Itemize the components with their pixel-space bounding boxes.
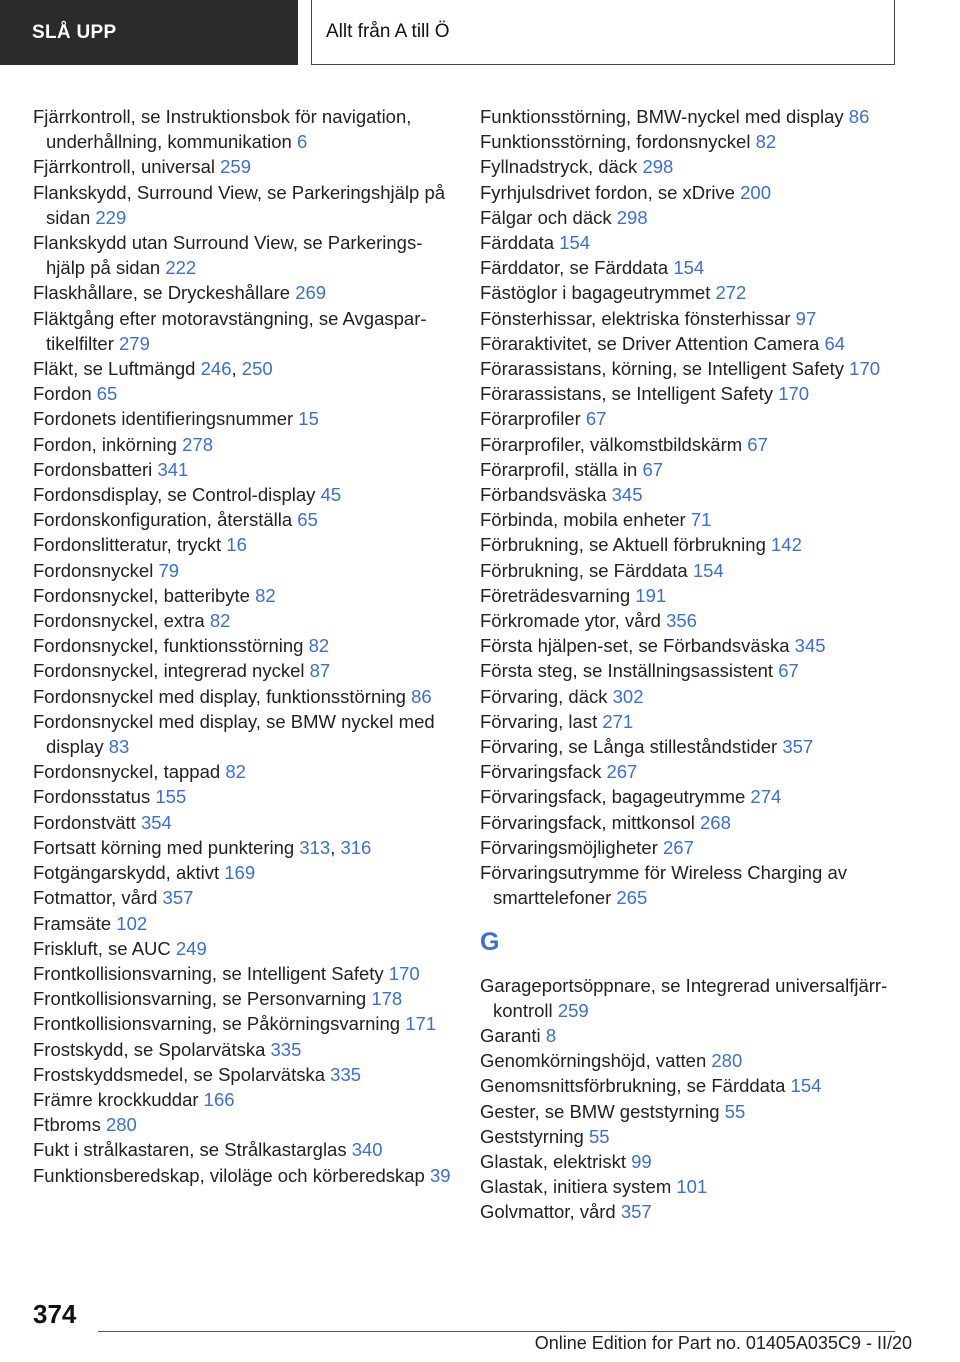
page-link[interactable]: 64 [824,332,846,354]
page-link[interactable]: 345 [611,484,643,506]
page-link[interactable]: 169 [224,862,256,884]
index-entry [33,381,453,406]
chapter-header [311,0,895,65]
index-entry [480,835,920,860]
index-entry [33,532,453,557]
page-link[interactable]: 222 [165,257,197,279]
index-entry [480,709,920,734]
index-entry [33,810,453,835]
page-link[interactable]: 166 [203,1088,235,1110]
index-entry [33,280,453,305]
page-link[interactable]: 97 [795,307,817,329]
index-entry [33,684,453,709]
index-entry [33,230,453,280]
page-link[interactable]: 354 [140,811,172,833]
page-link[interactable]: 142 [771,534,802,556]
index-term: Frontkollisionsvarning, se Påkörningsvarning [33,1013,401,1035]
page-link[interactable]: 302 [612,685,644,707]
index-term: Fordonsbatteri [33,458,153,480]
index-entry [480,104,920,129]
page-link[interactable]: 67 [585,408,607,430]
page-link[interactable]: 154 [790,1075,822,1097]
index-entry [33,784,453,809]
page-link[interactable]: 67 [747,433,768,455]
index-entry [33,1137,453,1162]
index-term: Första hjälpen-set, se Förbandsväska [480,635,790,657]
page-link[interactable]: 67 [778,660,799,682]
index-term: Förarprofiler, välkomstbildskärm [480,433,743,455]
index-entry [33,583,453,608]
page-separator: , [231,358,242,380]
index-term: Förkromade ytor, vård [480,610,661,632]
index-term: Friskluft, se AUC [33,937,171,959]
index-term: Gester, se BMW geststyrning [480,1100,720,1122]
page-link[interactable]: 356 [666,610,697,632]
page-link[interactable]: 280 [711,1050,743,1072]
index-term: Förbandsväska [480,484,607,506]
index-entry [33,104,453,154]
index-term: Fordonskonfiguration, återställa [33,509,293,531]
page-link[interactable]: 278 [182,433,213,455]
index-term: Flankskydd utan Surround View, se Parkeringshjälp på sidan [33,232,423,279]
page-link[interactable]: 335 [330,1063,362,1085]
page-link[interactable]: 82 [225,761,246,783]
index-entry [480,1174,920,1199]
index-term: Fordonsstatus [33,786,151,808]
index-entry [480,154,920,179]
page-link[interactable]: 340 [351,1139,383,1161]
index-term: Funktionsstörning, fordonsnyckel [480,131,751,153]
index-entry [480,280,920,305]
page-link[interactable]: 45 [320,484,342,506]
index-term: Fästöglor i bagageutrymmet [480,282,711,304]
index-term: Garanti [480,1024,541,1046]
page-separator: , [330,836,341,858]
index-entry [480,532,920,557]
index-entry [480,457,920,482]
page-link[interactable]: 8 [545,1024,557,1046]
index-term: Företrädesvarning [480,584,631,606]
index-entry [480,810,920,835]
page-link[interactable]: 6 [296,131,308,153]
index-entry [480,255,920,280]
page-link[interactable]: 259 [557,999,589,1021]
index-entry [480,684,920,709]
index-entry [33,936,453,961]
index-entry [33,911,453,936]
index-entry [33,1037,453,1062]
index-term: Flankskydd, Surround View, se Parkeringshjälp på sidan [33,181,446,228]
index-term: Förbrukning, se Färddata [480,559,688,581]
index-group-g [480,973,920,1225]
index-entry [480,558,920,583]
page-link[interactable]: 55 [589,1125,610,1147]
page-link[interactable]: 274 [750,786,782,808]
chapter-title: Allt från A till Ö [326,21,450,42]
page-link[interactable]: 200 [740,181,771,203]
index-term: Främre krockkuddar [33,1088,199,1110]
index-entry [480,784,920,809]
index-term: Förbinda, mobila enheter [480,509,686,531]
index-entry [480,356,920,381]
page-link[interactable]: 39 [429,1164,451,1186]
index-term: Fukt i strålkastaren, se Strålkastarglas [33,1139,347,1161]
index-term: Fordonsdisplay, se Control-display [33,484,316,506]
index-entry [480,381,920,406]
section-label: SLÅ UPP [32,21,117,43]
index-entry [33,633,453,658]
index-entry [33,658,453,683]
index-term: Funktionsberedskap, viloläge och körberedskap [33,1164,425,1186]
index-entry [480,1199,920,1224]
index-term: Fläkt, se Luftmängd [33,358,196,380]
index-entry [480,973,920,1023]
page-number: 374 [33,1299,77,1329]
page-link[interactable]: 154 [692,559,724,581]
index-term: Färddata [480,232,555,254]
index-entry [480,205,920,230]
index-entry [33,709,453,759]
index-term: Färddator, se Färddata [480,257,669,279]
index-term: Funktionsstörning, BMW-nyckel med display [480,106,844,127]
index-term: Förvaringsfack, bagageutrymme [480,786,746,808]
index-term: Fyllnadstryck, däck [480,156,638,178]
page-link[interactable]: 99 [631,1150,652,1172]
page-link[interactable]: 268 [700,811,731,833]
index-entry [480,633,920,658]
index-term: Glastak, elektriskt [480,1150,626,1172]
page-link[interactable]: 178 [371,988,403,1010]
page-link[interactable]: 83 [108,736,130,758]
index-term: Fjärrkontroll, se Instruktionsbok för navigation, underhållning, kommunikation [33,106,412,153]
section-heading-g: G [480,927,500,956]
page-link[interactable]: 267 [606,761,638,783]
page-link[interactable]: 357 [782,736,814,758]
index-entry [33,961,453,986]
index-term: Fordon [33,383,92,405]
index-entry [480,759,920,784]
index-entry [480,734,920,759]
index-entry [33,1112,453,1137]
index-group-f [480,104,920,911]
page-link[interactable]: 55 [724,1100,746,1122]
index-entry [480,180,920,205]
page-link[interactable]: 65 [297,509,318,531]
index-term: Förvaringsutrymme för Wireless Charging av smarttelefoner [480,862,848,909]
index-entry [480,1099,920,1124]
index-term: Fordonsnyckel med display, funktionsstörning [33,685,406,707]
index-entry [480,1073,920,1098]
page-link[interactable]: 357 [162,887,194,909]
index-term: Fordonsnyckel, tappad [33,761,221,783]
index-term: Frontkollisionsvarning, se Personvarning [33,988,367,1010]
index-term: Ftbroms [33,1114,101,1136]
index-term: Fotgängarskydd, aktivt [33,862,220,884]
index-term: Förvaring, se Långa stilleståndstider [480,736,778,758]
page-link[interactable]: 101 [676,1176,708,1198]
index-entry [33,482,453,507]
index-entry [480,230,920,255]
page-link[interactable]: 191 [635,584,667,606]
page-link[interactable]: 154 [559,232,591,254]
page-link[interactable]: 82 [308,635,330,657]
index-term: Föraraktivitet, se Driver Attention Camera [480,332,820,354]
index-term: Förvaring, last [480,710,598,732]
index-term: Fönsterhissar, elektriska fönsterhissar [480,307,791,329]
index-entry [480,331,920,356]
index-term: Fotmattor, vård [33,887,158,909]
index-entry [33,154,453,179]
index-term: Första steg, se Inställningsassistent [480,660,774,682]
index-term: Frostskyddsmedel, se Spolarvätska [33,1063,326,1085]
index-entry [480,1023,920,1048]
section-tab [0,0,298,65]
page-link[interactable]: 82 [209,610,231,632]
page-link[interactable]: 82 [255,584,276,606]
index-term: Förbrukning, se Aktuell förbrukning [480,534,766,556]
page-link[interactable]: 316 [340,836,372,858]
index-entry [480,1149,920,1174]
index-column-right [480,104,920,1225]
index-entry [480,1048,920,1073]
page-link[interactable]: 102 [116,912,148,934]
index-entry [480,583,920,608]
page-link[interactable]: 86 [848,106,870,127]
index-term: Frontkollisionsvarning, se Intelligent Safety [33,962,384,984]
index-term: Fordonsnyckel, batteribyte [33,584,250,606]
page-link[interactable]: 82 [755,131,777,153]
index-entry [480,860,920,910]
index-entry [480,507,920,532]
index-term: Fordonets identifieringsnummer [33,408,294,430]
index-entry [480,1124,920,1149]
page-link[interactable]: 357 [620,1201,652,1223]
index-entry [480,432,920,457]
index-entry [480,658,920,683]
index-term: Förvaringsfack [480,761,602,783]
index-term: Fyrhjulsdrivet fordon, se xDrive [480,181,735,203]
index-entry [480,608,920,633]
page-link[interactable]: 87 [309,660,331,682]
footer-edition-text: Online Edition for Part no. 01405A035C9 - II/20 [534,1333,912,1353]
page-link[interactable]: 272 [715,282,747,304]
index-term: Genomsnittsförbrukning, se Färddata [480,1075,786,1097]
index-term: Fordonstvätt [33,811,136,833]
index-term: Förvaringsfack, mittkonsol [480,811,695,833]
index-column-left [33,104,453,1188]
page-link[interactable]: 269 [295,282,327,304]
page-link[interactable]: 71 [690,509,712,531]
page-link[interactable]: 298 [616,206,648,228]
index-term: Fordonsnyckel, extra [33,610,205,632]
index-entry [33,759,453,784]
page-link[interactable]: 154 [673,257,705,279]
index-entry [33,406,453,431]
index-term: Fjärrkontroll, universal [33,156,215,178]
page-link[interactable]: 155 [155,786,187,808]
index-term: Förvaring, däck [480,685,608,707]
page-link[interactable]: 86 [411,685,432,707]
index-entry [33,432,453,457]
index-term: Förvaringsmöjligheter [480,836,658,858]
page-link[interactable]: 259 [220,156,251,178]
page-link[interactable]: 16 [226,534,247,556]
index-entry [480,306,920,331]
page-link[interactable]: 345 [794,635,826,657]
index-term: Fälgar och däck [480,206,612,228]
index-entry [480,129,920,154]
page-link[interactable]: 15 [298,408,319,430]
index-entry [33,1011,453,1036]
index-term: Flaskhållare, se Dryckeshållare [33,282,291,304]
index-entry [33,507,453,532]
index-entry [33,457,453,482]
page-link[interactable]: 170 [849,358,881,380]
index-term: Förarprofil, ställa in [480,458,638,480]
page-link[interactable]: 313 [299,836,331,858]
page-link[interactable]: 298 [642,156,674,178]
index-term: Fordonsnyckel, funktionsstörning [33,635,304,657]
index-entry [33,1163,453,1188]
page-link[interactable]: 280 [105,1114,137,1136]
page-link[interactable]: 246 [200,358,232,380]
index-entry [33,356,453,381]
page-link[interactable]: 67 [642,458,664,480]
index-entry [33,860,453,885]
index-term: Fordonsnyckel [33,559,154,581]
page-link[interactable]: 341 [157,458,189,480]
page-link[interactable]: 171 [405,1013,437,1035]
index-entry [480,406,920,431]
page-link[interactable]: 249 [175,937,207,959]
index-term: Förarassistans, körning, se Intelligent Safety [480,358,845,380]
index-term: Fordonslitteratur, tryckt [33,534,222,556]
index-term: Fordonsnyckel, integrerad nyckel [33,660,305,682]
index-entry [33,1087,453,1112]
page-link[interactable]: 170 [778,383,810,405]
index-entry [33,1062,453,1087]
footer-divider [98,1331,895,1332]
index-entry [33,885,453,910]
index-entry [480,482,920,507]
index-term: Genomkörningshöjd, vatten [480,1050,707,1072]
page-link[interactable]: 335 [270,1038,302,1060]
index-term: Geststyrning [480,1125,584,1147]
index-entry [33,306,453,356]
index-entry [33,180,453,230]
page-link[interactable]: 170 [388,962,420,984]
page-link[interactable]: 271 [602,710,634,732]
index-entry [33,558,453,583]
index-entry [33,986,453,1011]
index-term: Frostskydd, se Spolarvätska [33,1038,266,1060]
index-term: Fläktgång efter motoravstängning, se Avgaspartikelfilter [33,307,427,354]
index-term: Fortsatt körning med punktering [33,836,295,858]
index-term: Golvmattor, vård [480,1201,616,1223]
index-term: Glastak, initiera system [480,1176,672,1198]
index-term: Fordon, inkörning [33,433,177,455]
page-link[interactable]: 267 [663,836,694,858]
index-term: Garageportsöppnare, se Integrerad universalfjärrkontroll [480,974,888,1021]
index-term: Förarassistans, se Intelligent Safety [480,383,774,405]
page-link[interactable]: 250 [241,358,273,380]
index-term: Framsäte [33,912,112,934]
page-link[interactable]: 79 [158,559,180,581]
page-link[interactable]: 65 [96,383,118,405]
index-entry [33,608,453,633]
page-link[interactable]: 265 [616,887,648,909]
page-link[interactable]: 229 [95,206,127,228]
index-entry [33,835,453,860]
index-term: Förarprofiler [480,408,581,430]
index-term: Fordonsnyckel med display, se BMW nyckel med display [33,710,435,758]
page-link[interactable]: 279 [119,332,150,354]
